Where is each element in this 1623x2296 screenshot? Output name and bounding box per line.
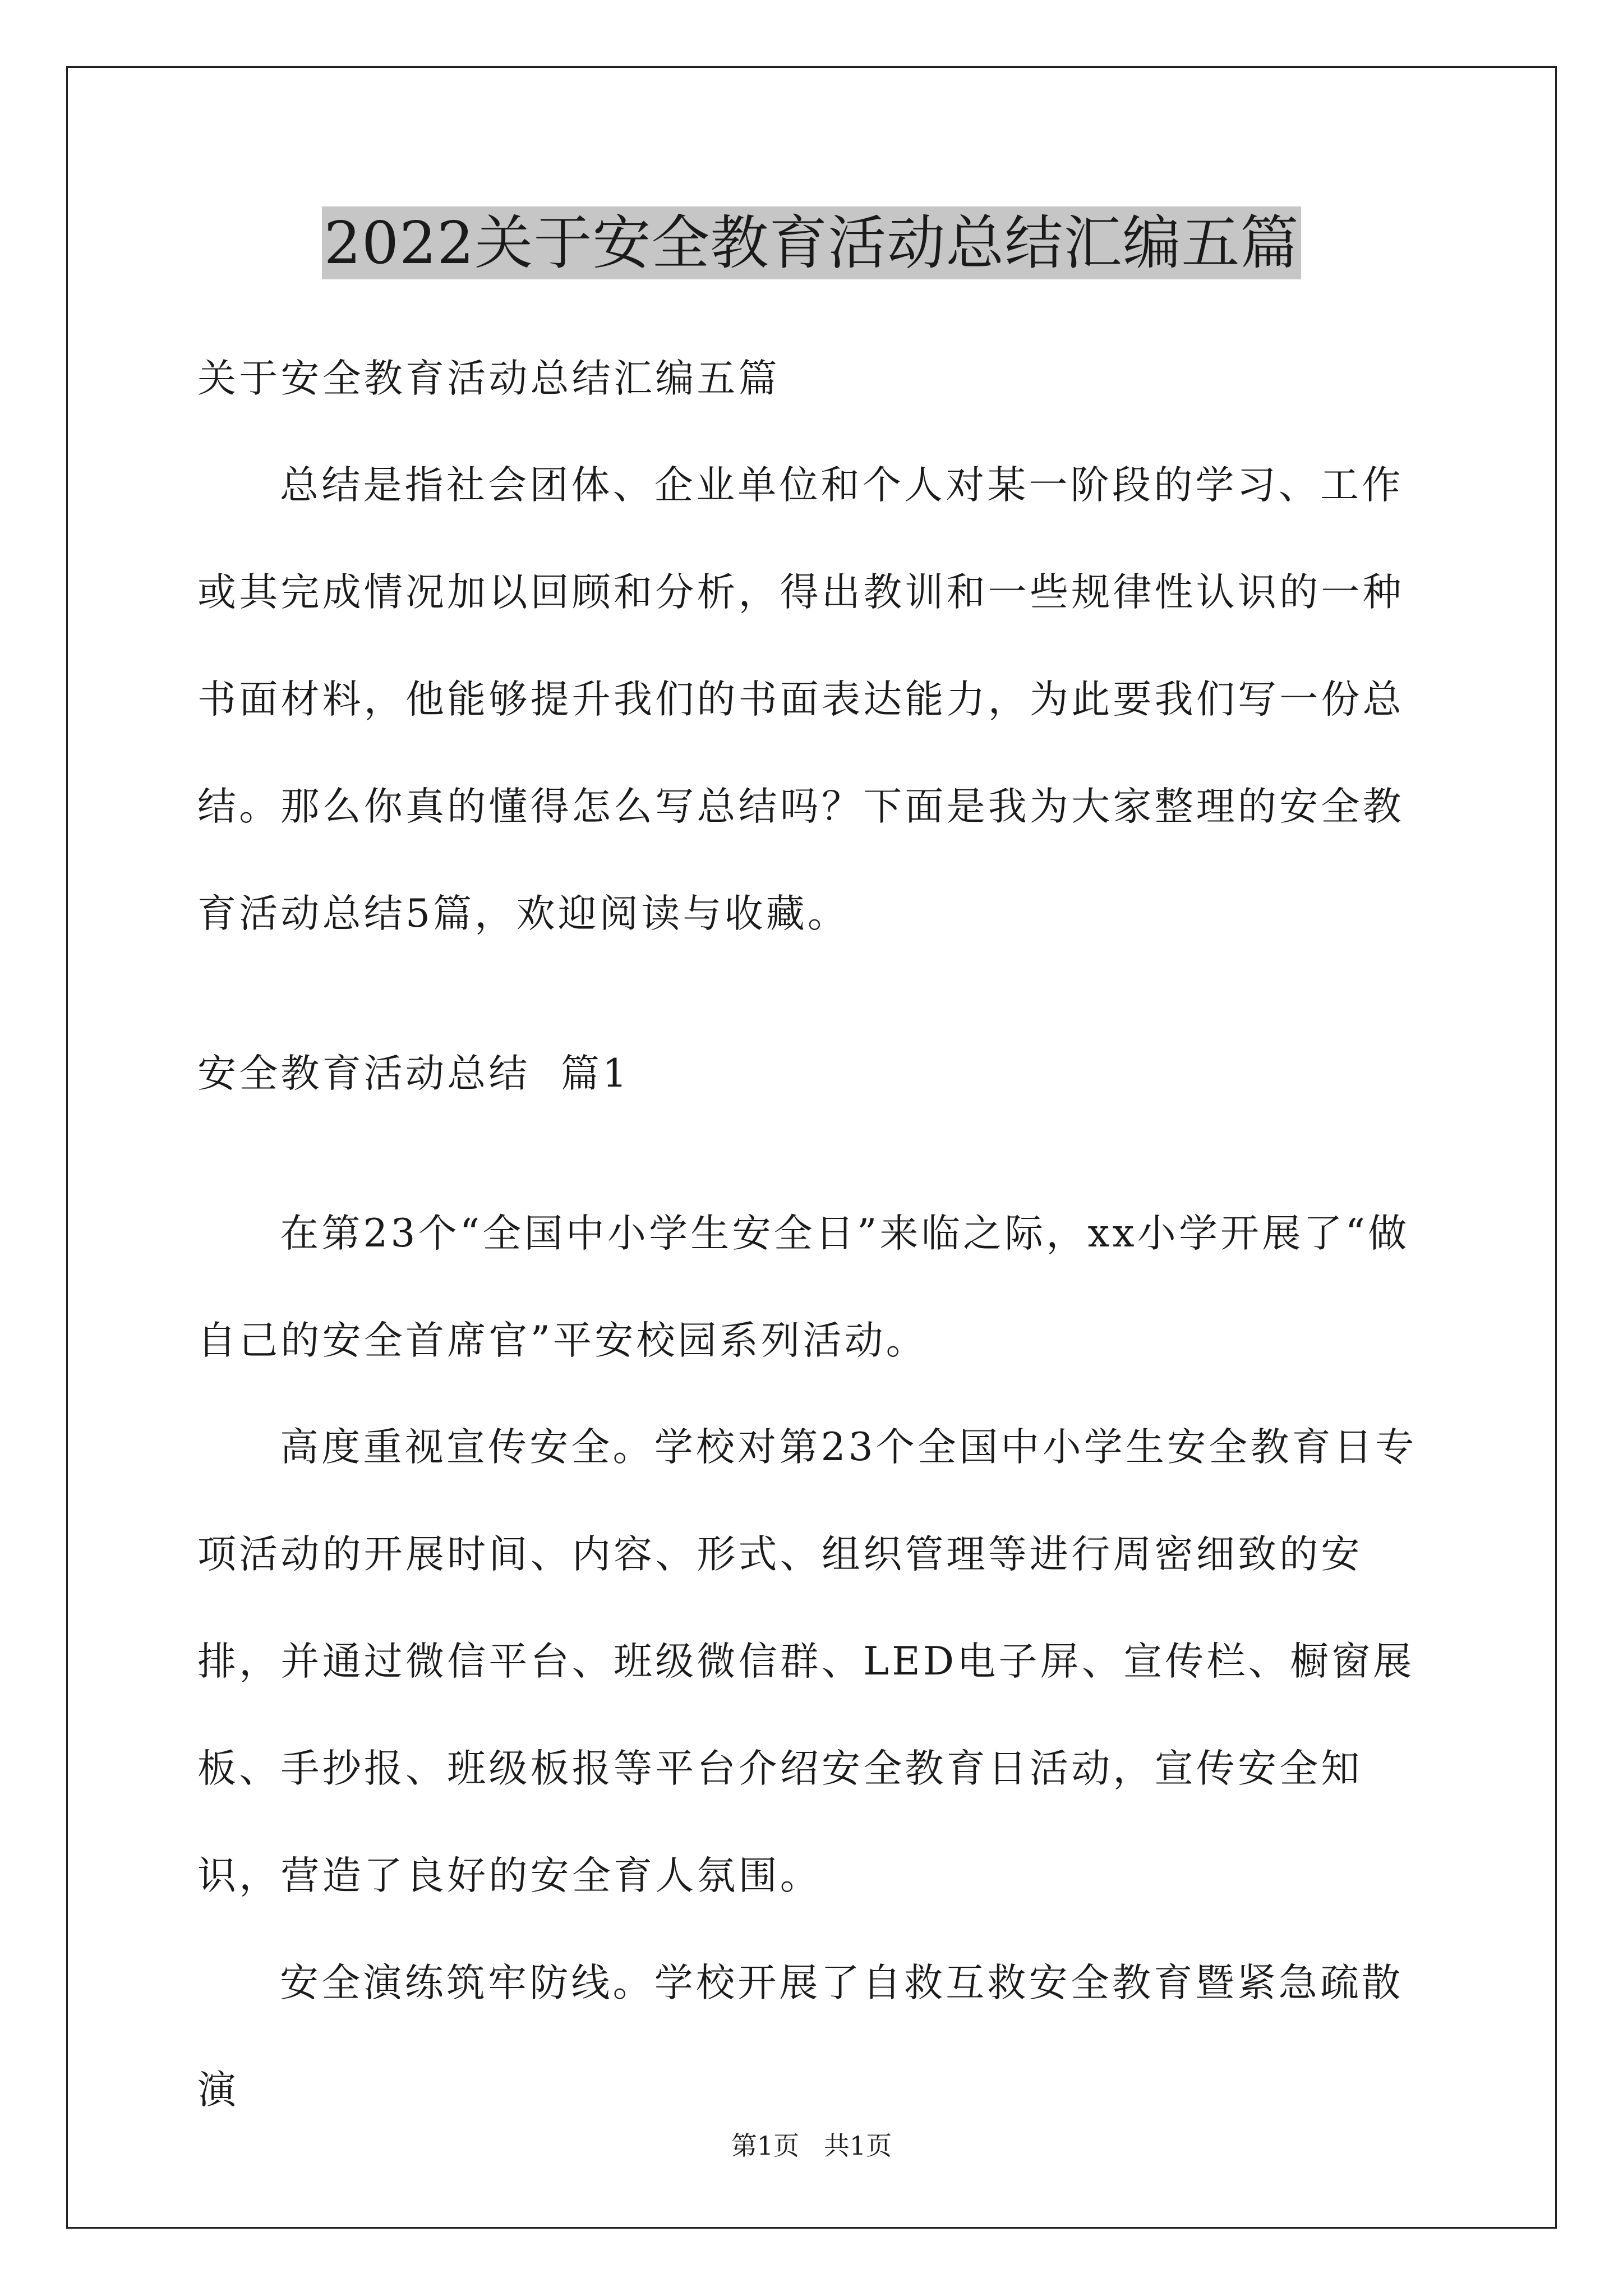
section-heading: 安全教育活动总结 篇1: [197, 1051, 630, 1096]
intro-paragraph: 总结是指社会团体、企业单位和个人对某一阶段的学习、工作或其完成情况加以回顾和分析，得出教训和一些规律性认识的一种书面材料，他能够提升我们的书面表达能力，为此要我们写一份总结。那么你真的懂得怎么写总结吗？下面是我为大家整理的安全教育活动总结5篇，欢迎阅读与收藏。: [197, 463, 1404, 936]
title-container: [0, 206, 1623, 279]
body-paragraph: 安全演练筑牢防线。学校开展了自救互救安全教育暨紧急疏散演: [197, 1961, 1404, 2113]
document-subtitle: 关于安全教育活动总结汇编五篇: [197, 356, 780, 401]
page-footer: 第1页 共1页: [731, 2131, 892, 2161]
document-title: 2022关于安全教育活动总结汇编五篇: [322, 206, 1302, 279]
body-paragraph: 高度重视宣传安全。学校对第23个全国中小学生安全教育日专项活动的开展时间、内容、形式、组织管理等进行周密细致的安排，并通过微信平台、班级微信群、LED电子屏、宣传栏、橱窗展板、手抄报、班级板报等平台介绍安全教育日活动，宣传安全知识，营造了良好的安全育人氛围。: [197, 1425, 1417, 1898]
body-paragraph: 在第23个“全国中小学生安全日”来临之际，xx小学开展了“做自己的安全首席官”平安校园系列活动。: [197, 1211, 1410, 1363]
